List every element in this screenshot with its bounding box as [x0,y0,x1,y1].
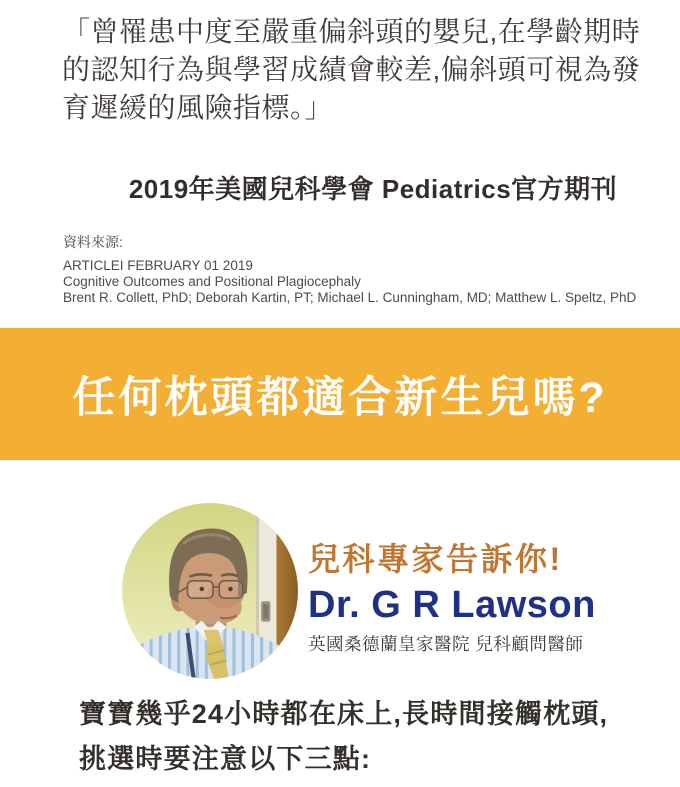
journal-title: 2019年美國兒科學會 Pediatrics官方期刊 [128,174,618,204]
expert-title: 英國桑德蘭皇家醫院 兒科顧問醫師 [308,634,584,654]
quote-line: 育遲緩的風險指標。」 [62,92,334,123]
expert-name: Dr. G R Lawson [308,584,596,626]
expert-tagline: 兒科專家告訴你! [308,541,563,577]
question-banner [0,328,680,460]
doctor-photo [122,503,298,679]
quote-line: 的認知行為與學習成績會較差,偏斜頭可視為發 [62,54,641,85]
source-paper-title: Cognitive Outcomes and Positional Plagiocephaly [63,274,361,289]
source-block [63,233,636,306]
lead-in-line: 挑選時要注意以下三點: [79,744,372,774]
quote-line: 「曾罹患中度至嚴重偏斜頭的嬰兒,在學齡期時 [62,16,641,47]
expert-info [308,537,596,656]
source-authors: Brent R. Collett, PhD; Deborah Kartin, PT; Michael L. Cunningham, MD; Matthew L. Speltz, PhD [63,290,637,305]
lead-in-line: 寶寶幾乎24小時都在床上,長時間接觸枕頭, [79,699,609,729]
doctor-portrait-illustration [122,503,298,679]
lead-in-text [79,692,608,782]
source-article-line: ARTICLEI FEBRUARY 01 2019 [63,258,253,273]
question-banner-text: 任何枕頭都適合新生兒嗎? [72,373,608,422]
research-quote [62,13,640,127]
source-label: 資料來源: [63,234,123,250]
